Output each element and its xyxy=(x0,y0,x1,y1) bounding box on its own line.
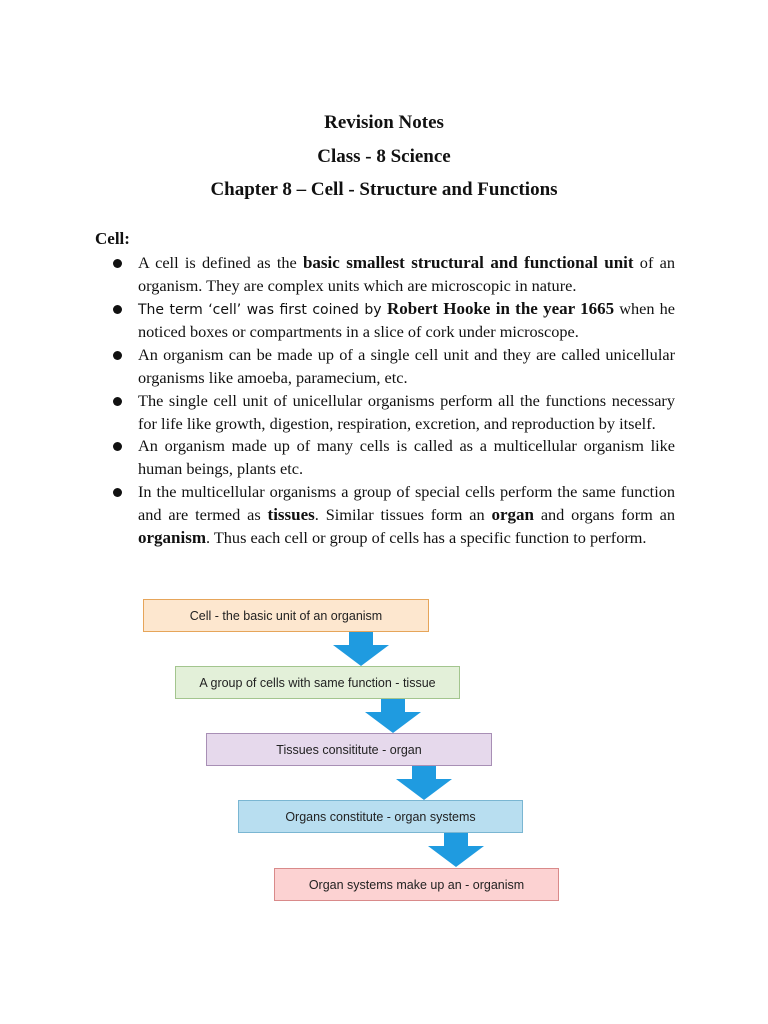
list-item: An organism can be made up of a single cell unit and they are called unicellular organisms like amoeba, paramecium, etc. xyxy=(107,344,675,390)
flow-step-organ: Tissues consititute - organ xyxy=(206,733,492,766)
title-revision-notes: Revision Notes xyxy=(324,112,444,133)
flow-step-organism: Organ systems make up an - organism xyxy=(274,868,559,901)
section-heading-cell: Cell: xyxy=(95,229,130,248)
arrow-down-icon xyxy=(365,699,421,733)
bullet-dot-icon xyxy=(113,305,122,314)
flow-step-organ-systems: Organs constitute - organ systems xyxy=(238,800,523,833)
list-item: In the multicellular organisms a group of special cells perform the same function and are termed as tissues. Similar tissues form an organ and organs form an organism. Thus each cell or group of cells has a specific function to perform. xyxy=(107,481,675,549)
arrow-down-icon xyxy=(396,766,452,800)
list-item: A cell is defined as the basic smallest structural and functional unit of an organism. They are complex units which are microscopic in nature. xyxy=(107,252,675,298)
bullet-dot-icon xyxy=(113,259,122,268)
title-class: Class - 8 Science xyxy=(317,145,451,167)
flow-step-tissue: A group of cells with same function - tissue xyxy=(175,666,460,699)
arrow-down-icon xyxy=(428,833,484,867)
document-title-block xyxy=(0,106,768,207)
bullet-dot-icon xyxy=(113,351,122,360)
arrow-down-icon xyxy=(333,632,389,666)
bullet-dot-icon xyxy=(113,397,122,406)
bullet-dot-icon xyxy=(113,442,122,451)
list-item: The single cell unit of unicellular organisms perform all the functions necessary for life like growth, digestion, respiration, excretion, and reproduction by itself. xyxy=(107,390,675,436)
list-item: An organism made up of many cells is called as a multicellular organism like human beings, plants etc. xyxy=(107,435,675,481)
bullet-dot-icon xyxy=(113,488,122,497)
title-chapter: Chapter 8 – Cell - Structure and Functions xyxy=(210,179,558,200)
cell-bullet-list xyxy=(107,252,675,549)
flow-step-cell: Cell - the basic unit of an organism xyxy=(143,599,429,632)
list-item: The term ‘cell’ was first coined by Robert Hooke in the year 1665 when he noticed boxes or compartments in a slice of cork under microscope. xyxy=(107,298,675,345)
